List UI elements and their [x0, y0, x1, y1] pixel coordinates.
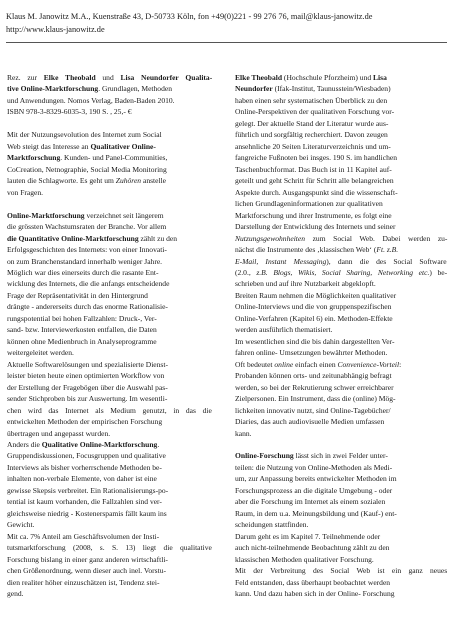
- paragraph: [7, 210, 212, 600]
- text-run: Mit der Verbreitung des Social Web ist ein ganz neues: [235, 566, 448, 576]
- text-run: lichkeiten innovativ nutzt, sind Online-Tagebücher/: [235, 405, 391, 415]
- text-line: [7, 473, 212, 484]
- text-line: [235, 187, 447, 198]
- text-line: [235, 405, 447, 416]
- text-line: [235, 462, 447, 473]
- text-run: gelegt. Der aktuelle Stand der Literatur wurde aus-: [235, 118, 389, 128]
- text-line: [235, 588, 447, 599]
- text-run: Aktuelle Softwarelösungen und spezialisierte Dienst-: [7, 359, 168, 369]
- text-line: [7, 416, 212, 427]
- text-line: [7, 141, 212, 152]
- bold-term: Lisa: [373, 73, 387, 82]
- text-run: Feld entstanden, dass überhaupt beobachtet werden: [235, 577, 391, 587]
- text-run: tential ist kaum vorhanden, die Fallzahlen sind ver-: [7, 497, 162, 507]
- text-line: [235, 416, 447, 427]
- text-run: um, zur Anpassung bereits entwickelter Methoden im: [235, 474, 397, 484]
- text-line: [235, 198, 447, 209]
- text-line: [7, 554, 212, 565]
- text-line: [7, 210, 212, 221]
- text-run: CoCreation, Netnographie, Social Media Monitoring: [7, 164, 167, 174]
- text-run: Erfolgsgeschichten des Internets: von einer Innovati-: [7, 245, 167, 255]
- text-run: aber die Forschung im Internet als einem sozialen: [235, 497, 386, 507]
- bold-term: tive Online-Marktforschung: [7, 84, 99, 94]
- paragraph-gap: [235, 439, 447, 450]
- text-line: [7, 129, 212, 140]
- text-line: [7, 450, 212, 461]
- text-line: [7, 405, 212, 416]
- text-run: on zum Branchenstandard innerhalb weniger Jahre.: [7, 256, 163, 266]
- paragraph-gap: [7, 198, 212, 209]
- text-line: [235, 290, 447, 301]
- text-run: Probanden können orts- und zeitunabhängig befragt: [235, 371, 392, 381]
- text-line: [7, 565, 212, 576]
- text-line: [235, 324, 447, 335]
- bold-term: Lisa Neundorfer Qualita-: [120, 73, 213, 82]
- text-line: [235, 278, 447, 289]
- text-run: geteilt und geht Schritt für Schritt alle belangreichen: [235, 176, 394, 186]
- italic-term: Nutzungsgewohnheiten: [235, 233, 306, 243]
- text-run: Frage der Repräsentativität in den Hintergrund: [7, 290, 148, 300]
- text-line: [235, 565, 447, 576]
- text-run: (Hochschule Pforzheim) und: [282, 73, 374, 82]
- text-run: drängte - andererseits durch das enorme Rationalisie-: [7, 302, 168, 312]
- bold-term: Online-Marktforschung: [7, 210, 85, 220]
- text-line: [235, 106, 447, 117]
- text-run: .: [157, 440, 160, 449]
- text-line: [235, 175, 447, 186]
- text-run: werden, so bei der Rekrutierung schwer erreichbarer: [235, 382, 394, 392]
- text-run: fangreiche Fußnoten bei insges. 190 S. im handlichen: [235, 153, 398, 163]
- text-line: [7, 83, 212, 94]
- paragraph: [7, 72, 212, 118]
- text-line: [235, 508, 447, 519]
- text-run: ) be-: [429, 267, 448, 277]
- text-line: [235, 233, 447, 244]
- text-line: [235, 72, 447, 83]
- text-line: [235, 393, 447, 404]
- text-line: [235, 129, 447, 140]
- text-line: [7, 588, 212, 599]
- bold-term: Neundorfer: [235, 84, 273, 94]
- text-line: [7, 256, 212, 267]
- text-line: [235, 370, 447, 381]
- text-run: Forschungsprozess an die digitale Umgebung - oder: [235, 485, 393, 495]
- text-line: [7, 324, 212, 335]
- text-run: Web steigt das Interesse an: [7, 141, 91, 151]
- text-line: [7, 290, 212, 301]
- paragraph: [7, 129, 212, 198]
- text-run: einfach einen: [293, 359, 338, 369]
- text-run: Rez. zur: [7, 73, 44, 82]
- right-text-column: [235, 72, 447, 600]
- text-line: [235, 95, 447, 106]
- text-line: [235, 519, 447, 530]
- text-line: [7, 531, 212, 542]
- text-line: [7, 439, 212, 450]
- italic-term: Ft. z.B.: [376, 245, 399, 255]
- text-line: [7, 336, 212, 347]
- text-line: [235, 83, 447, 94]
- italic-term: z.B. Blogs, Wikis, Social Sharing, Networking etc.: [256, 267, 430, 277]
- text-line: [235, 473, 447, 484]
- text-run: von Fragen.: [7, 187, 44, 197]
- text-line: [7, 175, 212, 186]
- text-run: gend.: [7, 589, 24, 599]
- text-run: Online-Interviews und die von gruppenspezifischen: [235, 302, 392, 312]
- text-run: nächst die Instrumente des ‚klassischen Web‘ (: [235, 245, 377, 255]
- text-line: [235, 313, 447, 324]
- text-line: [235, 577, 447, 588]
- text-run: Gewicht.: [7, 520, 35, 530]
- text-line: [7, 508, 212, 519]
- text-run: gleichsweise niedrig - Kostenerspamis fällt kaum ins: [7, 508, 167, 518]
- text-run: ), dann die des Social Software: [326, 256, 447, 266]
- text-run: Online-Perspektiven der qualitativen Forschung vor-: [235, 107, 395, 117]
- text-line: [7, 221, 212, 232]
- text-line: [7, 393, 212, 404]
- bold-term: Elke Theobald: [235, 73, 283, 82]
- text-run: führlich und sorgfältig recherchiert. Davon zeugen: [235, 130, 388, 140]
- bold-term: Online-Forschung: [235, 451, 294, 461]
- text-line: [7, 95, 212, 106]
- header-divider: [6, 42, 447, 43]
- text-run: entwickelten Methoden der empirischen Forschung: [7, 417, 163, 427]
- text-run: chen wird das Internet als Medium genutzt, in das die: [7, 405, 212, 415]
- text-run: übertragen und angepasst wurden.: [7, 428, 111, 438]
- text-run: dien realiter höher einzuschätzen ist, Tendenz stei-: [7, 577, 160, 587]
- text-run: der Erstellung der Fragebögen über die Auswahl pas-: [7, 382, 168, 392]
- text-line: [235, 485, 447, 496]
- text-run: auch nicht-teilnehmende Beobachtung zählt zu den: [235, 543, 390, 553]
- text-line: [235, 531, 447, 542]
- text-run: Im wesentlichen sind die bis dahin dargestellten Ver-: [235, 336, 395, 346]
- text-run: Breiten Raum nehmen die Möglichkeiten qualitativer: [235, 290, 397, 300]
- text-line: [7, 577, 212, 588]
- text-run: Mit der Nutzungsevolution des Internet zum Social: [7, 130, 162, 140]
- text-run: chen Größenordnung, wenn dieser auch inel. Vorstu-: [7, 566, 167, 576]
- text-line: [7, 106, 212, 117]
- bold-term: Marktforschung: [7, 153, 61, 163]
- text-run: Taschenbuchformat. Das Buch ist in 11 Kapitel auf-: [235, 164, 392, 174]
- text-line: [235, 450, 447, 461]
- bold-term: Quantitative Online-Marktforschung: [18, 233, 139, 243]
- text-run: sender Stichproben bis zur Auswertung. Im wesentli-: [7, 394, 168, 404]
- text-run: schrieben und auf ihre Nutzbarkeit abgeklopft.: [235, 279, 376, 289]
- text-line: [7, 72, 212, 83]
- italic-term: E-Mail, Instant Messaging: [235, 256, 327, 266]
- text-line: [7, 278, 212, 289]
- text-run: Raum, in dem u.a. Meinungsbildung und (Kauf-) ent-: [235, 508, 397, 518]
- paragraph: [235, 72, 447, 439]
- text-line: [7, 187, 212, 198]
- text-run: kann. Und dazu haben sich in der Online- Forschung: [235, 589, 395, 599]
- text-run: haben einen sehr systematischen Überblick zu den: [235, 95, 388, 105]
- italic-term: Convenience-Vorteil: [337, 359, 400, 369]
- text-line: [235, 347, 447, 358]
- text-run: Mit ca. 7% Anteil am Geschäftsvolumen der Insti-: [7, 531, 160, 541]
- text-run: fahren online- Umsetzungen bewährter Methoden.: [235, 348, 388, 358]
- paragraph-gap: [7, 118, 212, 129]
- paragraph: [235, 450, 447, 599]
- text-run: scheidungen stattfinden.: [235, 520, 309, 530]
- text-run: klassischen Methoden qualitativer Forschung.: [235, 554, 374, 564]
- text-line: [235, 382, 447, 393]
- bold-term: Qualitative Online-Marktforschung: [41, 440, 158, 449]
- text-line: [7, 382, 212, 393]
- text-run: und Anwendungen. Nomos Verlag, Baden-Baden 2010.: [7, 95, 175, 105]
- website-link[interactable]: http://www.klaus-janowitz.de: [6, 24, 105, 34]
- text-run: :: [399, 359, 402, 369]
- text-line: [235, 301, 447, 312]
- text-line: [7, 542, 212, 553]
- text-run: Gruppendiskussionen, Focusgruppen und qualitative: [7, 451, 166, 461]
- text-run: ISBN 978-3-8329-6035-3, 190 S. , 25,- €: [7, 107, 132, 117]
- text-run: anstelle: [141, 176, 167, 186]
- text-run: verzeichnet seit längerem: [84, 210, 164, 220]
- text-line: [7, 519, 212, 530]
- text-run: leister bieten heute einen optimierten Workflow von: [7, 371, 165, 381]
- text-run: sand- bzw. Interviewerkosten entfallen, die Daten: [7, 325, 157, 335]
- text-run: wicklung des Internets, die die anfangs entscheidende: [7, 279, 170, 289]
- text-line: [235, 542, 447, 553]
- text-run: die grössten Wachstumsraten der Branche. Vor allem: [7, 222, 167, 232]
- text-line: [7, 359, 212, 370]
- text-run: tutsmarktforschung (2008, s. S. 13) liegt die qualitative: [7, 543, 212, 553]
- text-run: Zielpersonen. Ein Instrument, dass die (online) Mög-: [235, 394, 396, 404]
- italic-term: online: [274, 359, 294, 369]
- text-line: [7, 347, 212, 358]
- page-header: [6, 11, 446, 36]
- text-run: lässt sich in zwei Felder unter-: [293, 451, 388, 461]
- text-line: [7, 485, 212, 496]
- text-line: [235, 141, 447, 152]
- text-line: [235, 164, 447, 175]
- text-run: Aspekte durch. Ausgangspunkt sind die wissenschaft-: [235, 187, 398, 197]
- text-run: . Kunden- und Panel-Communities,: [60, 153, 168, 163]
- text-line: [7, 496, 212, 507]
- text-run: werden ausführlich thematisiert.: [235, 325, 333, 335]
- text-run: zählt zu den: [138, 233, 178, 243]
- text-line: [7, 370, 212, 381]
- text-line: [235, 221, 447, 232]
- text-line: [7, 462, 212, 473]
- text-run: ansehnliche 20 Seiten Literaturverzeichnis und um-: [235, 141, 391, 151]
- text-line: [7, 152, 212, 163]
- text-run: und: [95, 73, 121, 82]
- contact-line: Klaus M. Janowitz M.A., Kuenstraße 43, D-50733 Köln, fon +49(0)221 - 99 276 76, mail@klaus-janowitz.de: [6, 12, 373, 21]
- text-line: [235, 210, 447, 221]
- bold-term: Elke Theobald: [43, 73, 96, 82]
- bold-term: die: [7, 233, 19, 243]
- text-run: Darstellung der Entwicklung des Internets und seiner: [235, 222, 396, 232]
- bold-term: Qualitativer Online-: [90, 141, 156, 151]
- text-run: Forschung bislang in einer ganz anderen wirtschaftli-: [7, 554, 168, 564]
- text-line: [7, 233, 212, 244]
- text-line: [235, 244, 447, 255]
- text-line: [7, 267, 212, 278]
- text-line: [235, 256, 447, 267]
- text-run: lauten die Schlagworte. Es geht um: [7, 176, 116, 186]
- text-run: Darum geht es im Kapitel 7. Teilnehmende oder: [235, 531, 381, 541]
- text-run: teilen: die Nutzung von Online-Methoden als Medi-: [235, 462, 393, 472]
- text-line: [235, 152, 447, 163]
- text-run: können ohne Medienbruch in Analyseprogramme: [7, 336, 157, 346]
- text-line: [235, 336, 447, 347]
- text-run: inhalten non-verbale Elemente, von daher ist eine: [7, 474, 157, 484]
- text-line: [7, 301, 212, 312]
- text-line: [235, 554, 447, 565]
- text-run: Marktforschung und ihrer Instrumente, es folgt eine: [235, 210, 392, 220]
- text-line: [235, 428, 447, 439]
- text-run: Möglich war dies einerseits durch die rasante Ent-: [7, 267, 159, 277]
- text-line: [235, 496, 447, 507]
- text-line: [7, 428, 212, 439]
- text-line: [235, 359, 447, 370]
- text-run: kann.: [235, 428, 252, 438]
- text-run: (Ifak-Institut, Taunusstein/Wiesbaden): [272, 84, 391, 94]
- text-run: Online-Verfahren (Kapitel 6) ein. Methoden-Effekte: [235, 313, 393, 323]
- text-run: Anders die: [7, 440, 42, 449]
- text-line: [235, 118, 447, 129]
- text-run: lichen Grundlageninformationen zur qualitativen: [235, 199, 383, 209]
- text-line: [7, 244, 212, 255]
- italic-term: Zuhören: [115, 176, 142, 186]
- text-run: Diaries, das auch audiovisuelle Medien umfassen: [235, 417, 385, 427]
- text-run: Oft bedeutet: [235, 359, 275, 369]
- text-run: Interviews als bisher vorherrschende Methoden be-: [7, 462, 162, 472]
- text-run: (2.0.,: [235, 267, 257, 277]
- text-run: zum Social Web. Dabei werden zu-: [305, 233, 448, 243]
- text-line: [7, 313, 212, 324]
- text-line: [7, 164, 212, 175]
- text-run: . Grundlagen, Methoden: [98, 84, 172, 94]
- text-run: gewisse Skepsis verbreitet. Ein Rationalisierungs-po-: [7, 485, 169, 495]
- left-text-column: [7, 72, 212, 600]
- text-line: [235, 267, 447, 278]
- text-run: weitergeleitet werden.: [7, 348, 74, 358]
- text-run: rungspotential bei hohen Fallzahlen: Druck-, Ver-: [7, 313, 157, 323]
